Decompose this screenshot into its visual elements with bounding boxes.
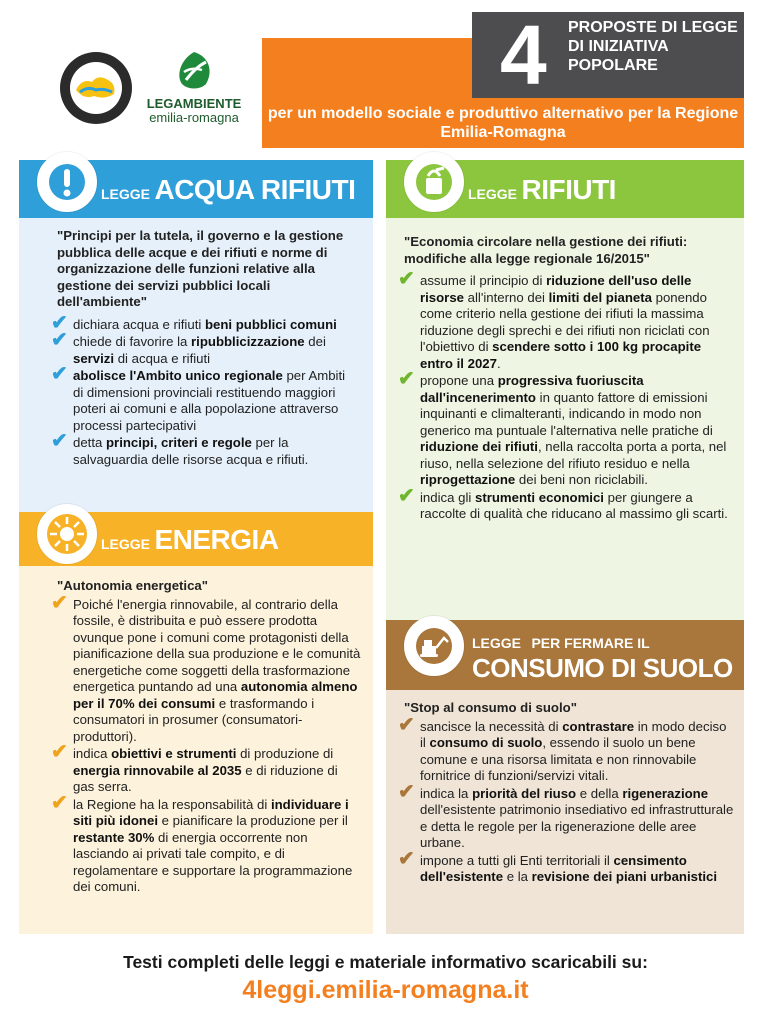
law-name-acqua: ACQUA RIFIUTI (154, 174, 356, 205)
panel-body-suolo (398, 700, 734, 887)
quote-suolo: "Stop al consumo di suolo" (404, 700, 577, 715)
check-icon: ✔ (398, 780, 415, 803)
sun-icon (37, 504, 97, 564)
panel-acqua-rifiuti (19, 160, 373, 512)
check-icon: ✔ (51, 430, 68, 452)
exclamation-icon (37, 152, 97, 212)
list-item: ✔ sancisce la necessità di contrastare in modo deciso il consumo di suolo, essendo il suolo un bene comune e una risorsa limitata e non rinnovabile fornitrice di funzioni/servizi vitali. (398, 713, 727, 783)
panel-body-energia (51, 578, 361, 897)
check-icon: ✔ (51, 311, 68, 334)
list-item: ✔ la Regione ha la responsabilità di individuare i siti più idonei e pianificare la produzione per il restante 30% di energia occorrente non lasciando ai privati tale compito, e di regolamentare e supportare la programmazione dei comuni. (51, 791, 353, 894)
check-icon: ✔ (398, 847, 415, 870)
recycle-bin-icon (404, 152, 464, 212)
list-item: ✔ impone a tutti gli Enti territoriali il censimento dell'esistente e la revisione dei piani urbanistici (398, 847, 718, 884)
list-item: ✔ assume il principio di riduzione dell'uso delle risorse all'interno dei limiti del pianeta ponendo come criterio nella gestione dei rifiuti la massima riduzione degli sprechi e dei rifiuti non riciclati con l'obiettivo di scendere sotto i 100 kg procapite entro il 2027. (398, 268, 710, 371)
list-item: ✔ detta principi, criteri e regole per la salvaguardia delle risorse acqua e rifiuti. (51, 430, 309, 467)
check-icon: ✔ (51, 791, 68, 814)
panel-body-acqua (51, 228, 357, 469)
legambiente-leaf-icon (172, 50, 216, 92)
page-subtitle: per un modello sociale e produttivo alternativo per la Regione Emilia-Romagna (267, 105, 739, 141)
rete-emergenza-logo (58, 50, 134, 126)
quote-energia: "Autonomia energetica" (57, 578, 208, 593)
check-icon: ✔ (51, 591, 68, 614)
legambiente-logo (144, 50, 244, 130)
law-name-suolo-top: PER FERMARE IL (531, 635, 650, 651)
legambiente-name: LEGAMBIENTE (146, 96, 242, 111)
legge-label: LEGGE (101, 186, 151, 202)
list-item: ✔ Poiché l'energia rinnovabile, al contrario della fossile, è distribuita e può essere prodotta ovunque pone i comuni come protagonisti della pianificazione della sua produzione e le comunità energetiche come soggetti della trasformazione energetica puntando ad una autonomia almeno per il 70% dei consumi e trasformando i consumatori in prosumer (consumatori-produttori). (51, 591, 361, 744)
list-item: ✔ indica la priorità del riuso e della rigenerazione dell'esistente patrimonio insediativo ed infrastrutturale e detta le regole per la rigenerazione delle aree urbane. (398, 780, 734, 850)
excavator-icon (404, 616, 464, 676)
list-item: ✔ propone una progressiva fuoriuscita dall'incenerimento in quanto fattore di emissioni inquinanti e climalteranti, indicando in modo non generico ma puntuale l'alternativa nelle pratiche di riduzione dei rifiuti, nella raccolta porta a porta, nel riuso, nella selezione del rifiuto residuo e nella riprogettazione dei beni non riciclabili. (398, 368, 727, 487)
list-item: ✔ chiede di favorire la ripubblicizzazione dei servizi di acqua e rifiuti (51, 329, 326, 366)
law-name-energia: ENERGIA (154, 524, 279, 555)
legge-label: LEGGE (472, 635, 522, 651)
check-icon: ✔ (398, 368, 415, 390)
panel-rifiuti (386, 160, 744, 620)
footer-link[interactable]: 4leggi.emilia-romagna.it (242, 976, 529, 1004)
page-title: PROPOSTE DI LEGGE DI INIZIATIVA POPOLARE (568, 19, 738, 74)
panel-body-rifiuti (398, 234, 734, 524)
panel-energia (19, 512, 373, 934)
check-icon: ✔ (398, 713, 415, 736)
number-four: 4 (500, 8, 547, 102)
legambiente-region: emilia-romagna (149, 110, 239, 125)
quote-rifiuti: "Economia circolare nella gestione dei rifiuti: modifiche alla legge regionale 16/2015" (404, 234, 688, 266)
list-item: ✔ indica obiettivi e strumenti di produzione di energia rinnovabile al 2035 e di riduzione di gas serra. (51, 741, 338, 794)
list-item: ✔ indica gli strumenti economici per giungere a raccolte di qualità che riducano al massimo gli scarti. (398, 484, 728, 521)
list-item: ✔ abolisce l'Ambito unico regionale per Ambiti di dimensioni provinciali restituendo maggiori poteri ai comuni e alla popolazione attraverso processi partecipativi (51, 363, 346, 433)
legge-label: LEGGE (101, 536, 151, 552)
check-icon: ✔ (398, 484, 415, 507)
quote-acqua: "Principi per la tutela, il governo e la gestione pubblica delle acque e dei rifiuti e norme di organizzazione delle funzioni relative alla gestione dei servizi pubblici locali dell'ambiente" (57, 228, 344, 309)
law-name-rifiuti: RIFIUTI (521, 174, 616, 205)
check-icon: ✔ (51, 741, 68, 763)
check-icon: ✔ (398, 268, 415, 290)
legge-label: LEGGE (468, 186, 518, 202)
check-icon: ✔ (51, 363, 68, 385)
panel-consumo-suolo (386, 620, 744, 934)
law-name-suolo: CONSUMO DI SUOLO (472, 653, 733, 683)
footer-text: Testi completi delle leggi e materiale informativo scaricabili su: (123, 952, 648, 972)
check-icon: ✔ (51, 329, 68, 351)
list-item: ✔ dichiara acqua e rifiuti beni pubblici comuni (51, 311, 337, 334)
